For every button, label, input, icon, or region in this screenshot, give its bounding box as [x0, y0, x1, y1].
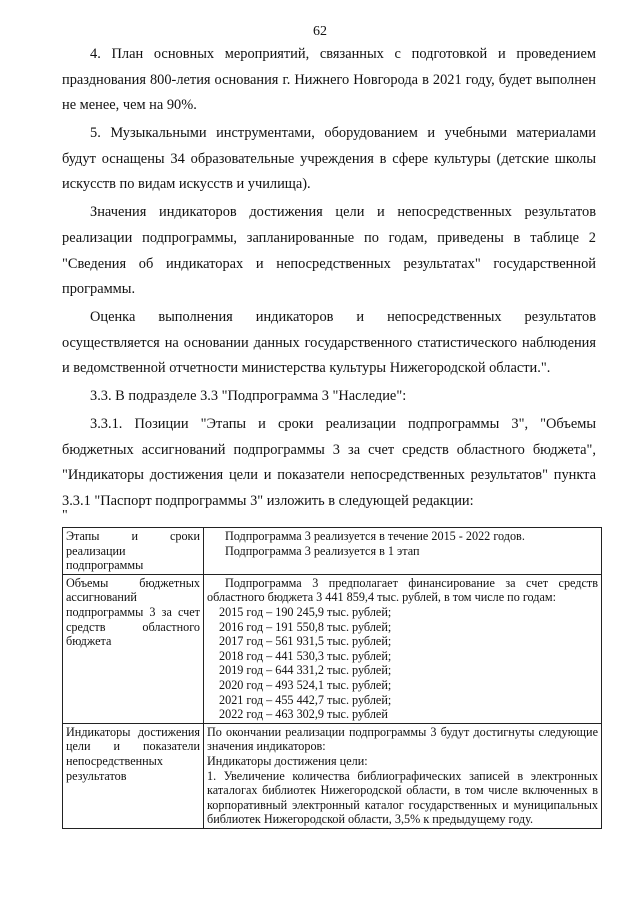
paragraph-assessment: Оценка выполнения индикаторов и непосредственных результатов осуществляется на основании данных государственного статистического наблюдения и ведомственной отчетности министерства культуры Нижегородской области.".	[62, 309, 596, 377]
indicators-label: Индикаторы достижения цели и показатели непосредственных результатов	[63, 723, 204, 828]
subprogram-passport-table	[62, 527, 602, 829]
table-row-stages	[63, 528, 602, 575]
paragraph-indicator-values: Значения индикаторов достижения цели и непосредственных результатов реализации подпрограммы, запланированные по годам, приведены в таблице 2 "Сведения об индикаторах и непосредственных результатах" государственной программы.	[62, 204, 596, 298]
budget-year-2019: 2019 год – 644 331,2 тыс. рублей;	[219, 663, 392, 678]
budget-year-2020: 2020 год – 493 524,1 тыс. рублей;	[219, 677, 392, 692]
indicators-subheading: Индикаторы достижения цели:	[207, 753, 368, 768]
table-row-indicators	[63, 723, 602, 828]
paragraph-3-3-1: 3.3.1. Позиции "Этапы и сроки реализации подпрограммы 3", "Объемы бюджетных ассигнований подпрограммы 3 за счет средств областного бюджета", "Индикаторы достижения цели и показатели непосредственных результатов" пункта 3.3.1 "Паспорт подпрограммы 3" изложить в следующей редакции:	[62, 416, 596, 510]
paragraph-plan-800: 4. План основных мероприятий, связанных с подготовкой и проведением празднования 800-летия основания г. Нижнего Новгорода в 2021 году, будет выполнен не менее, чем на 90%.	[62, 46, 596, 114]
budget-label: Объемы бюджетных ассигнований подпрограммы 3 за счет средств областного бюджета	[63, 574, 204, 723]
table-row-budget	[63, 574, 602, 723]
stages-value	[204, 528, 602, 575]
stages-line-2: Подпрограмма 3 реализуется в 1 этап	[225, 543, 420, 558]
indicators-value	[204, 723, 602, 828]
budget-year-2017: 2017 год – 561 931,5 тыс. рублей;	[219, 634, 392, 649]
budget-year-2021: 2021 год – 455 442,7 тыс. рублей;	[219, 692, 392, 707]
budget-year-2016: 2016 год – 191 550,8 тыс. рублей;	[219, 619, 392, 634]
stages-label: Этапы и сроки реализации подпрограммы	[63, 528, 204, 575]
paragraph-subsection-3-3: 3.3. В подразделе 3.3 "Подпрограмма 3 "Наследие":	[90, 388, 407, 405]
stages-line-1: Подпрограмма 3 реализуется в течение 2015 - 2022 годов.	[225, 529, 525, 543]
budget-intro: Подпрограмма 3 предполагает финансирование за счет средств областного бюджета 3 441 859,4 тыс. рублей, в том числе по годам:	[207, 575, 598, 605]
budget-year-2018: 2018 год – 441 530,3 тыс. рублей;	[219, 648, 392, 663]
opening-quote-mark: "	[62, 508, 68, 523]
budget-value	[204, 574, 602, 723]
budget-year-2022: 2022 год – 463 302,9 тыс. рублей	[219, 707, 388, 722]
indicators-item-1: 1. Увеличение количества библиографических записей в электронных каталогах библиотек Нижегородской области, в том числе включенных в корпоративный электронный каталог государственных и муниципальных библиотек Нижегородской области, 3,5% к предыдущему году.	[207, 768, 598, 827]
body-text	[62, 42, 596, 517]
budget-year-2015: 2015 год – 190 245,9 тыс. рублей;	[219, 604, 392, 619]
page-number: 62	[313, 24, 327, 39]
paragraph-instruments: 5. Музыкальными инструментами, оборудованием и учебными материалами будут оснащены 34 образовательные учреждения в сфере культуры (детские школы искусств по видам искусств и училища).	[62, 125, 596, 193]
indicators-intro: По окончании реализации подпрограммы 3 будут достигнуты следующие значения индикаторов:	[207, 724, 598, 754]
